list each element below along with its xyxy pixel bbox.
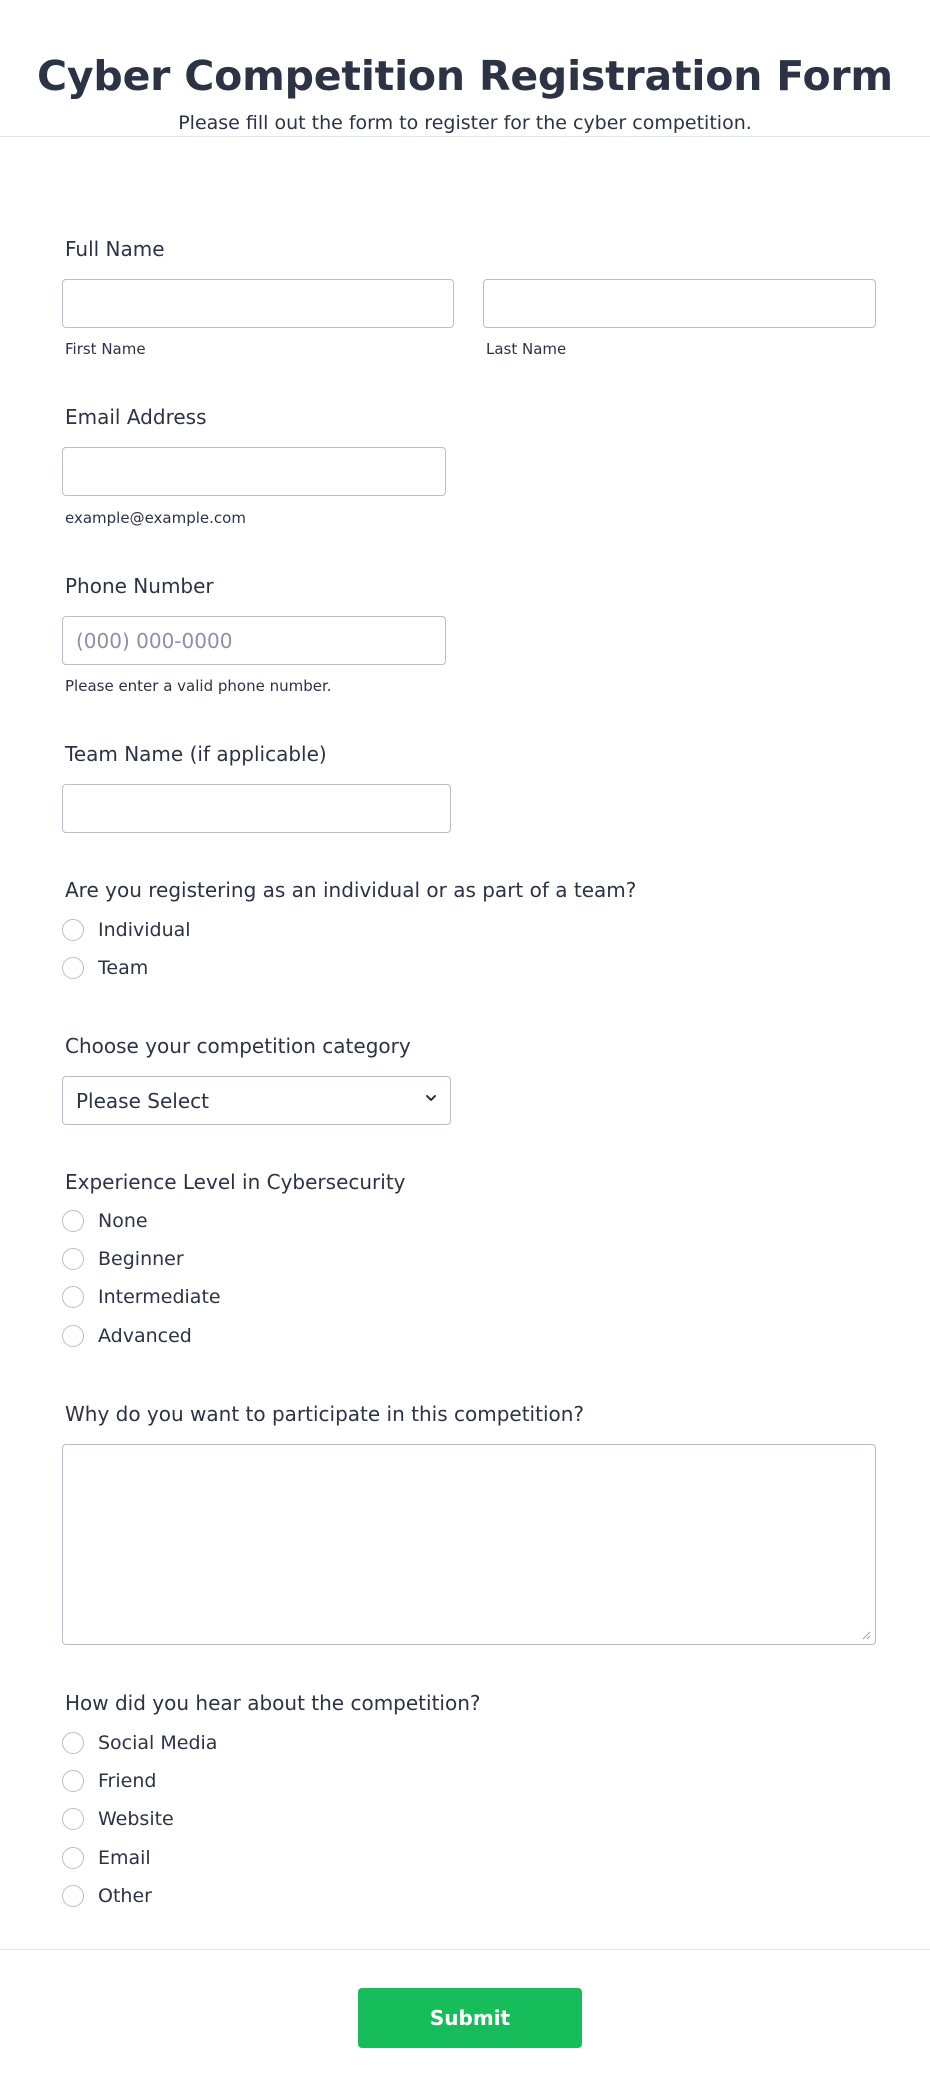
radio-button[interactable]: [62, 1732, 84, 1754]
form-header: [0, 0, 930, 137]
form-subtitle: Please fill out the form to register for the cyber competition.: [178, 112, 752, 134]
radio-option-label: Team: [98, 957, 149, 979]
radio-option-none[interactable]: [62, 1210, 148, 1232]
radio-button[interactable]: [62, 919, 84, 941]
radio-option-advanced[interactable]: [62, 1325, 192, 1347]
radio-option-other[interactable]: [62, 1885, 152, 1907]
first-name-input[interactable]: [62, 279, 454, 328]
radio-option-label: Social Media: [98, 1732, 218, 1754]
category-selected-value: Please Select: [76, 1088, 209, 1113]
experience-label: Experience Level in Cybersecurity: [65, 1170, 406, 1194]
radio-button[interactable]: [62, 1210, 84, 1232]
radio-option-team[interactable]: [62, 957, 148, 979]
radio-option-label: Advanced: [98, 1325, 192, 1347]
resize-handle-icon[interactable]: [861, 1630, 871, 1640]
radio-button[interactable]: [62, 957, 84, 979]
radio-option-label: Individual: [98, 919, 191, 941]
team-name-input[interactable]: [62, 784, 451, 833]
submit-button[interactable]: Submit: [358, 1988, 582, 2048]
email-hint: example@example.com: [65, 509, 246, 527]
radio-option-label: Beginner: [98, 1248, 184, 1270]
radio-option-email[interactable]: [62, 1847, 151, 1869]
radio-option-friend[interactable]: [62, 1770, 156, 1792]
motivation-label: Why do you want to participate in this competition?: [65, 1402, 585, 1426]
email-input[interactable]: [62, 447, 446, 496]
radio-option-label: Friend: [98, 1770, 157, 1792]
motivation-textarea[interactable]: [62, 1444, 876, 1645]
phone-input[interactable]: [62, 616, 446, 665]
radio-button[interactable]: [62, 1248, 84, 1270]
radio-option-beginner[interactable]: [62, 1248, 184, 1270]
radio-option-label: Email: [98, 1847, 151, 1869]
phone-hint: Please enter a valid phone number.: [65, 677, 332, 695]
first-name-hint: First Name: [65, 340, 146, 358]
radio-option-website[interactable]: [62, 1808, 174, 1830]
radio-button[interactable]: [62, 1770, 84, 1792]
radio-button[interactable]: [62, 1885, 84, 1907]
category-select[interactable]: [62, 1076, 451, 1125]
registration-type-label: Are you registering as an individual or as part of a team?: [65, 878, 637, 902]
last-name-input[interactable]: [483, 279, 876, 328]
radio-option-social-media[interactable]: [62, 1732, 217, 1754]
radio-button[interactable]: [62, 1808, 84, 1830]
radio-button[interactable]: [62, 1325, 84, 1347]
footer-divider: [0, 1949, 930, 1950]
radio-option-individual[interactable]: [62, 919, 191, 941]
radio-option-label: None: [98, 1210, 148, 1232]
radio-option-label: Intermediate: [98, 1286, 221, 1308]
radio-button[interactable]: [62, 1286, 84, 1308]
category-label: Choose your competition category: [65, 1034, 411, 1058]
chevron-down-icon: [424, 1091, 438, 1105]
radio-button[interactable]: [62, 1847, 84, 1869]
team-name-label: Team Name (if applicable): [65, 742, 327, 766]
last-name-hint: Last Name: [486, 340, 567, 358]
full-name-label: Full Name: [65, 237, 165, 261]
email-label: Email Address: [65, 405, 207, 429]
radio-option-label: Website: [98, 1808, 174, 1830]
form-title: Cyber Competition Registration Form: [37, 52, 893, 100]
radio-option-label: Other: [98, 1885, 152, 1907]
referral-label: How did you hear about the competition?: [65, 1691, 481, 1715]
phone-label: Phone Number: [65, 574, 214, 598]
radio-option-intermediate[interactable]: [62, 1286, 221, 1308]
